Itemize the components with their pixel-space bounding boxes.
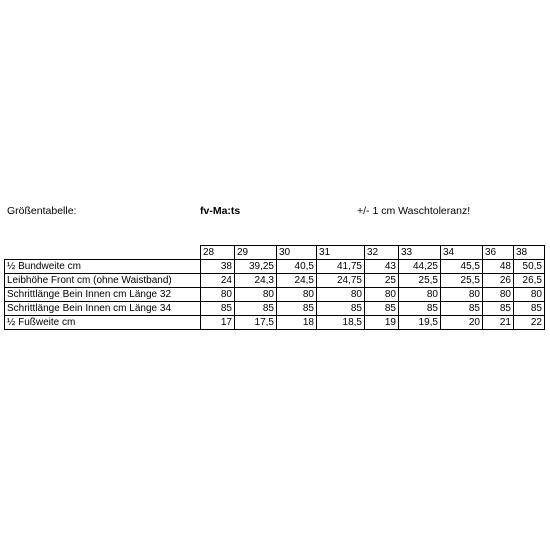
table-cell: 41,75: [317, 260, 365, 274]
table-row: [5, 302, 545, 316]
table-cell: 80: [441, 288, 483, 302]
table-cell: 26,5: [514, 274, 545, 288]
table-cell: 26: [483, 274, 514, 288]
size-header-cell: 36: [483, 246, 514, 260]
size-header-cell: 38: [514, 246, 545, 260]
row-label: ½ Bundweite cm: [5, 260, 201, 274]
table-cell: 85: [201, 302, 235, 316]
table-cell: 85: [365, 302, 399, 316]
size-header-cell: 31: [317, 246, 365, 260]
table-cell: 24: [201, 274, 235, 288]
row-label: Schrittlänge Bein Innen cm Länge 32: [5, 288, 201, 302]
table-cell: 17: [201, 316, 235, 330]
wash-tolerance-note: +/- 1 cm Waschtoleranz!: [357, 205, 471, 217]
row-label: Schrittlänge Bein Innen cm Länge 34: [5, 302, 201, 316]
table-cell: 25,5: [399, 274, 441, 288]
table-cell: 18: [277, 316, 317, 330]
table-cell: 80: [399, 288, 441, 302]
table-cell: 85: [514, 302, 545, 316]
table-cell: 80: [201, 288, 235, 302]
table-cell: 24,75: [317, 274, 365, 288]
row-label: Leibhöhe Front cm (ohne Waistband): [5, 274, 201, 288]
table-cell: 80: [235, 288, 277, 302]
table-cell: 85: [399, 302, 441, 316]
table-cell: 80: [514, 288, 545, 302]
size-table: [4, 245, 545, 330]
table-cell: 85: [235, 302, 277, 316]
table-cell: 85: [277, 302, 317, 316]
table-cell: 17,5: [235, 316, 277, 330]
table-cell: 85: [483, 302, 514, 316]
size-table-title: Größentabelle:: [7, 205, 77, 217]
table-cell: 50,5: [514, 260, 545, 274]
header-blank-cell: [5, 246, 201, 260]
table-cell: 39,25: [235, 260, 277, 274]
table-cell: 18,5: [317, 316, 365, 330]
model-name: fv-Ma:ts: [200, 205, 241, 217]
table-cell: 43: [365, 260, 399, 274]
table-cell: 19: [365, 316, 399, 330]
table-cell: 24,5: [277, 274, 317, 288]
table-cell: 80: [317, 288, 365, 302]
table-cell: 21: [483, 316, 514, 330]
table-cell: 45,5: [441, 260, 483, 274]
table-cell: 25: [365, 274, 399, 288]
header-row: [0, 205, 550, 219]
size-header-cell: 30: [277, 246, 317, 260]
table-cell: 24,3: [235, 274, 277, 288]
size-header-row: [5, 246, 545, 260]
table-cell: 22: [514, 316, 545, 330]
table-cell: 40,5: [277, 260, 317, 274]
size-header-cell: 32: [365, 246, 399, 260]
table-cell: 85: [317, 302, 365, 316]
table-cell: 80: [483, 288, 514, 302]
table-row: [5, 288, 545, 302]
table-row: [5, 316, 545, 330]
size-header-cell: 28: [201, 246, 235, 260]
table-cell: 85: [441, 302, 483, 316]
table-cell: 80: [277, 288, 317, 302]
table-cell: 20: [441, 316, 483, 330]
table-cell: 25,5: [441, 274, 483, 288]
table-cell: 38: [201, 260, 235, 274]
row-label: ½ Fußweite cm: [5, 316, 201, 330]
table-cell: 44,25: [399, 260, 441, 274]
size-header-cell: 34: [441, 246, 483, 260]
size-header-cell: 33: [399, 246, 441, 260]
table-cell: 48: [483, 260, 514, 274]
table-row: [5, 260, 545, 274]
table-row: [5, 274, 545, 288]
size-header-cell: 29: [235, 246, 277, 260]
table-cell: 19,5: [399, 316, 441, 330]
table-cell: 80: [365, 288, 399, 302]
